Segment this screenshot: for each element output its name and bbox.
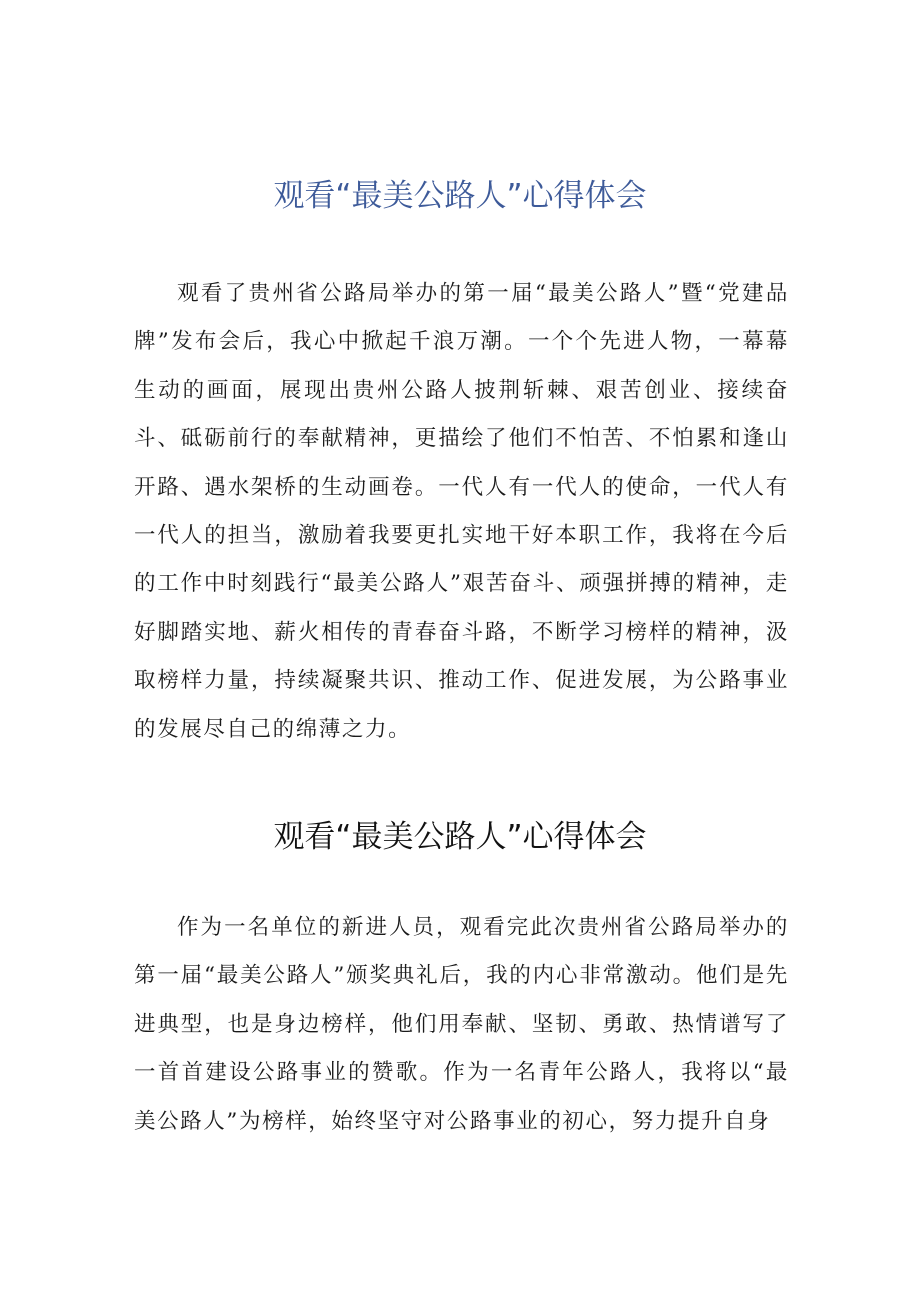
section-2-title: 观看“最美公路人”心得体会 (273, 819, 647, 855)
section-1-title: 观看“最美公路人”心得体会 (273, 178, 647, 214)
section-2-body: 作为一名单位的新进人员，观看完此次贵州省公路局举办的第一届“最美公路人”颁奖典礼后，我的内心非常激动。他们是先进典型，也是身边榜样，他们用奉献、坚韧、勇敢、热情谱写了一首首建设公路事业的赞歌。作为一名青年公路人，我将以“最美公路人”为榜样，始终坚守对公路事业的初心，努力提升自身 (134, 915, 789, 1134)
section-1-body: 观看了贵州省公路局举办的第一届“最美公路人”暨“党建品牌”发布会后，我心中掀起千浪万潮。一个个先进人物，一幕幕生动的画面，展现出贵州公路人披荆斩棘、艰苦创业、接续奋斗、砥砺前行的奉献精神，更描绘了他们不怕苦、不怕累和逢山开路、遇水架桥的生动画卷。一代人有一代人的使命，一代人有一代人的担当，激励着我要更扎实地干好本职工作，我将在今后的工作中时刻践行“最美公路人”艰苦奋斗、顽强拼搏的精神，走好脚踏实地、薪火相传的青春奋斗路，不断学习榜样的精神，汲取榜样力量，持续凝聚共识、推动工作、促进发展，为公路事业的发展尽自己的绵薄之力。 (134, 281, 789, 742)
